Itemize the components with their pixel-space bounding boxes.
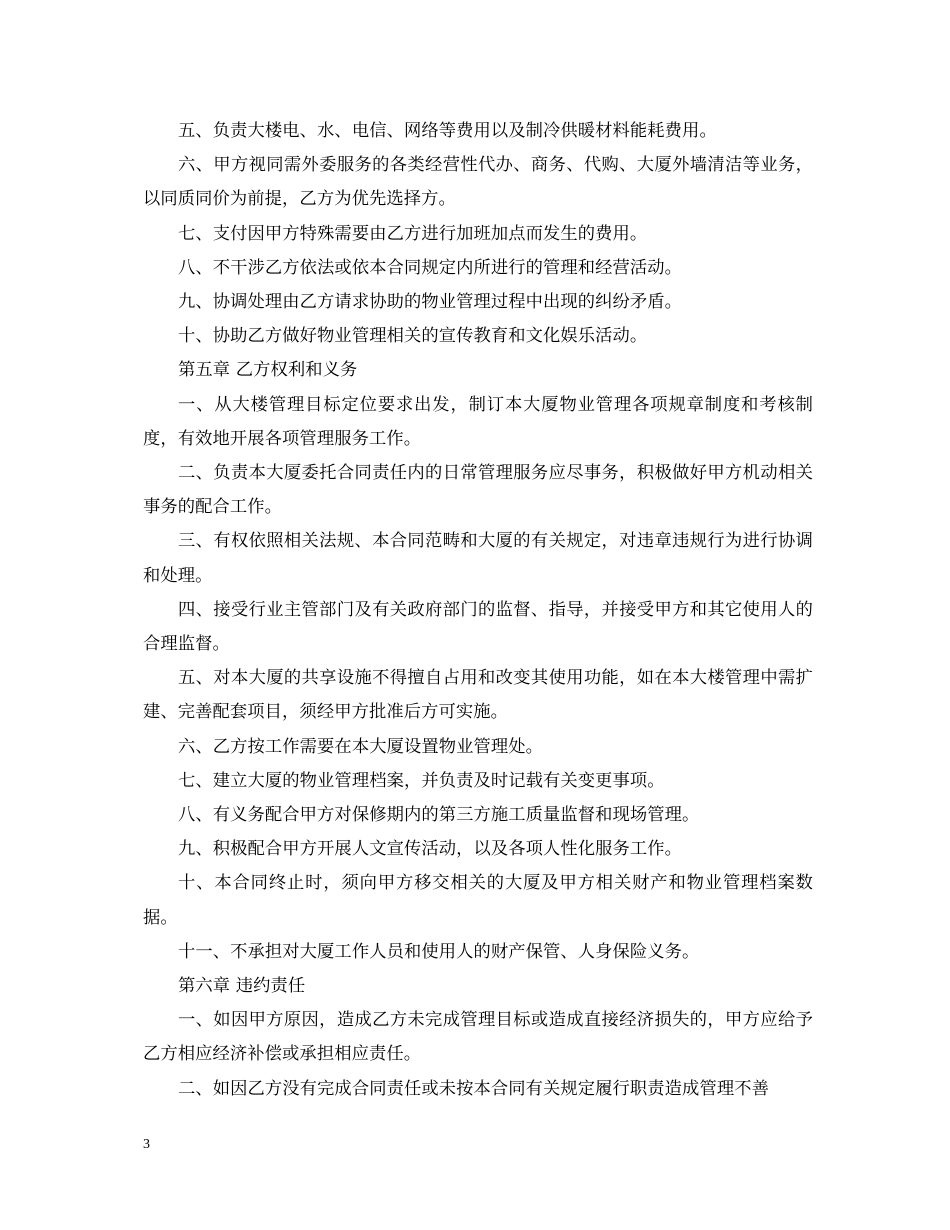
page-number: 3 (143, 1137, 150, 1152)
paragraph: 九、协调处理由乙方请求协助的物业管理过程中出现的纠纷矛盾。 (178, 292, 683, 313)
paragraph: 十、协助乙方做好物业管理相关的宣传教育和文化娱乐活动。 (178, 326, 648, 347)
paragraph: 六、甲方视同需外委服务的各类经营性代办、商务、代购、大厦外墙清洁等业务，以同质同价为前提，乙方为优先选择方。 (143, 155, 813, 210)
paragraph: 五、负责大楼电、水、电信、网络等费用以及制冷供暖材料能耗费用。 (178, 121, 717, 141)
paragraph: 二、负责本大厦委托合同责任内的日常管理服务应尽事务，积极做好甲方机动相关事务的配合工作。 (143, 463, 813, 518)
paragraph: 七、支付因甲方特殊需要由乙方进行加班加点而发生的费用。 (178, 223, 648, 244)
paragraph: 三、有权依照相关法规、本合同范畴和大厦的有关规定，对违章违规行为进行协调和处理。 (143, 531, 813, 586)
paragraph: 五、对本大厦的共享设施不得擅自占用和改变其使用功能，如在本大楼管理中需扩建、完善配套项目，须经甲方批准后方可实施。 (143, 668, 813, 723)
paragraph: 八、有义务配合甲方对保修期内的第三方施工质量监督和现场管理。 (178, 805, 700, 826)
paragraph: 七、建立大厦的物业管理档案，并负责及时记载有关变更事项。 (178, 770, 665, 791)
paragraph: 六、乙方按工作需要在本大厦设置物业管理处。 (178, 736, 544, 757)
paragraph: 八、不干涉乙方依法或依本合同规定内所进行的管理和经营活动。 (178, 257, 683, 278)
paragraph: 一、从大楼管理目标定位要求出发，制订本大厦物业管理各项规章制度和考核制度，有效地开展各项管理服务工作。 (143, 394, 813, 449)
paragraph: 四、接受行业主管部门及有关政府部门的监督、指导，并接受甲方和其它使用人的合理监督。 (143, 599, 813, 655)
document-body (143, 114, 813, 1106)
paragraph: 一、如因甲方原因，造成乙方未完成管理目标或造成直接经济损失的，甲方应给予乙方相应经济补偿或承担相应责任。 (143, 1010, 813, 1065)
paragraph: 二、如因乙方没有完成合同责任或未按本合同有关规定履行职责造成管理不善 (178, 1078, 769, 1099)
paragraph: 十一、不承担对大厦工作人员和使用人的财产保管、人身保险义务。 (178, 941, 700, 962)
paragraph: 九、积极配合甲方开展人文宣传活动，以及各项人性化服务工作。 (178, 839, 683, 860)
chapter-heading: 第六章 违约责任 (178, 976, 306, 997)
chapter-heading: 第五章 乙方权利和义务 (178, 360, 358, 381)
paragraph: 十、本合同终止时，须向甲方移交相关的大厦及甲方相关财产和物业管理档案数据。 (143, 873, 813, 928)
